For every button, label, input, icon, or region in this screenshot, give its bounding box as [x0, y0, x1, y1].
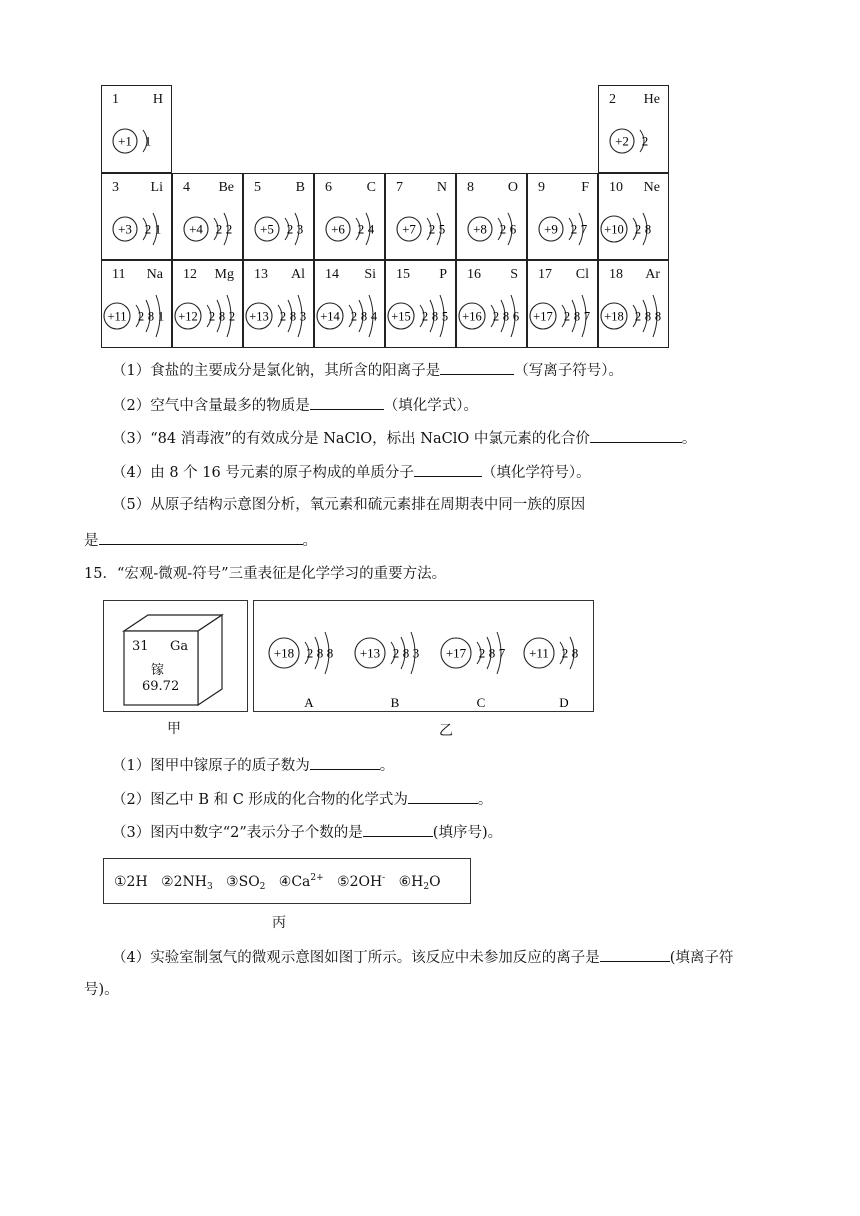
nucleus-charge: +4 — [189, 221, 203, 237]
answer-blank[interactable] — [363, 821, 433, 837]
atom-structure-diagram — [601, 295, 661, 337]
element-cell-s — [456, 260, 527, 348]
element-symbol: Cl — [575, 267, 589, 282]
q14-item-1: （1）食盐的主要成分是氯化钠，其所含的阳离子是 （写离子符号）。 — [112, 359, 623, 381]
element-symbol: B — [295, 180, 305, 195]
electron-count: 2 — [279, 309, 287, 324]
element-symbol: N — [436, 180, 447, 195]
answer-blank[interactable] — [99, 529, 303, 545]
electron-count: 8 — [654, 309, 662, 324]
element-cell-n — [385, 173, 456, 260]
element-cell-ar — [598, 260, 669, 348]
atom-label: A — [304, 695, 314, 710]
electron-count: 6 — [509, 221, 517, 237]
nucleus-charge: +17 — [445, 645, 467, 661]
atom-structure-diagram — [388, 295, 448, 337]
atomic-number: 6 — [325, 180, 332, 195]
q15-item-3: （3）图丙中数字“2”表示分子个数的是 (填序号)。 — [112, 821, 502, 843]
atom-structure-diagram — [246, 295, 306, 337]
atom-structure-diagram — [601, 213, 651, 245]
answer-blank[interactable] — [590, 427, 682, 443]
atomic-number: 5 — [254, 180, 261, 195]
element-symbol: S — [510, 267, 518, 282]
element-cell-p — [385, 260, 456, 348]
atom-structure-diagram — [184, 213, 232, 245]
electron-count: 5 — [441, 309, 449, 324]
nucleus-charge: +13 — [359, 645, 381, 661]
atomic-number: 18 — [609, 267, 623, 282]
atom-label: D — [559, 695, 569, 710]
atom-structure-diagram — [610, 129, 648, 153]
electron-count: 7 — [583, 309, 591, 324]
element-symbol: Ne — [643, 180, 660, 195]
symbol-3: $③SO_2$ — [226, 874, 266, 892]
atom-structure-diagram — [397, 213, 445, 245]
answer-blank[interactable] — [310, 754, 380, 770]
q14-item-3: （3）“84 消毒液”的有效成分是 NaClO，标出 NaClO 中氯元素的化合价 。 — [112, 427, 696, 449]
element-symbol: Na — [146, 267, 163, 282]
figure-bing — [103, 858, 471, 904]
atomic-number: 8 — [467, 180, 474, 195]
atomic-number: 13 — [254, 267, 268, 282]
electron-count: 2 — [306, 645, 314, 661]
nucleus-charge: +8 — [473, 221, 487, 237]
nucleus-charge: +18 — [273, 645, 295, 661]
electron-count: 2 — [478, 645, 486, 661]
atomic-number: 10 — [609, 180, 623, 195]
atom-structure-diagram — [113, 213, 161, 245]
atomic-number: 3 — [112, 180, 119, 195]
atomic-number: 9 — [538, 180, 545, 195]
electron-count: 2 — [570, 221, 578, 237]
atomic-number: 11 — [112, 267, 126, 282]
nucleus-charge: +15 — [391, 309, 411, 324]
element-cell-be — [172, 173, 243, 260]
electron-count: 2 — [421, 309, 429, 324]
electron-count: 1 — [154, 221, 162, 237]
q14-item-5-line1: （5）从原子结构示意图分析，氧元素和硫元素排在周期表中同一族的原因 — [112, 497, 586, 513]
electron-count: 8 — [316, 645, 324, 661]
element-cell-na — [101, 260, 172, 348]
q15-item-2: （2）图乙中 B 和 C 形成的化合物的化学式为 。 — [112, 788, 492, 810]
element-symbol: Ga — [170, 639, 189, 654]
element-symbol: H — [152, 92, 163, 107]
atomic-number: 12 — [183, 267, 197, 282]
electron-count: 3 — [296, 221, 304, 237]
electron-count: 7 — [498, 645, 506, 661]
electron-count: 2 — [634, 309, 642, 324]
bing-symbols — [114, 873, 441, 892]
element-cell-cl — [527, 260, 598, 348]
q15-title: 15．“宏观-微观-符号”三重表征是化学学习的重要方法。 — [84, 566, 447, 582]
electron-count: 4 — [367, 221, 375, 237]
electron-count: 8 — [573, 309, 581, 324]
electron-count: 3 — [412, 645, 420, 661]
q15-item-4-line1: （4）实验室制氢气的微观示意图如图丁所示。该反应中未参加反应的离子是 (填离子符 — [112, 946, 733, 968]
electron-count: 8 — [571, 645, 579, 661]
nucleus-charge: +14 — [320, 309, 340, 324]
nucleus-charge: +7 — [402, 221, 416, 237]
nucleus-charge: +3 — [118, 221, 132, 237]
element-cell-f — [527, 173, 598, 260]
element-symbol: F — [581, 180, 589, 195]
element-symbol: He — [643, 92, 660, 107]
electron-count: 8 — [147, 309, 155, 324]
element-symbol: Mg — [214, 267, 234, 282]
answer-blank[interactable] — [440, 359, 514, 375]
electron-count: 2 — [225, 221, 233, 237]
figure-jia — [103, 600, 248, 712]
q14-item-4: （4）由 8 个 16 号元素的原子构成的单质分子 （填化学符号）。 — [112, 461, 591, 483]
element-symbol: Si — [364, 267, 376, 282]
atom-structure-diagram — [468, 213, 517, 245]
atom-structure-diagram — [175, 295, 235, 337]
symbol-4: $④Ca^{2+}$ — [278, 873, 324, 890]
atomic-number: 16 — [467, 267, 481, 282]
electron-count: 8 — [431, 309, 439, 324]
electron-count: 2 — [215, 221, 223, 237]
atom-structure-diagram — [355, 632, 419, 674]
element-symbol: Li — [150, 180, 163, 195]
electron-count: 6 — [512, 309, 520, 324]
electron-count: 2 — [561, 645, 569, 661]
electron-count: 1 — [144, 133, 152, 149]
atom-structure-diagram — [441, 632, 506, 674]
electron-count: 2 — [492, 309, 500, 324]
electron-count: 3 — [299, 309, 307, 324]
answer-blank[interactable] — [414, 461, 482, 477]
answer-blank[interactable] — [600, 946, 670, 962]
electron-count: 2 — [392, 645, 400, 661]
nucleus-charge: +18 — [604, 309, 624, 324]
atom-structure-diagram — [104, 295, 164, 337]
nucleus-charge: +9 — [544, 221, 558, 237]
electron-count: 2 — [428, 221, 436, 237]
symbol-6: $⑥H_2O$ — [398, 874, 441, 892]
electron-count: 8 — [502, 309, 510, 324]
element-cell-al — [243, 260, 314, 348]
answer-blank[interactable] — [408, 788, 478, 804]
answer-blank[interactable] — [310, 394, 384, 410]
electron-count: 2 — [137, 309, 145, 324]
element-cell-o — [456, 173, 527, 260]
nucleus-charge: +6 — [331, 221, 345, 237]
atom-structure-diagram — [113, 129, 151, 153]
electron-count: 8 — [644, 222, 652, 237]
symbol-5: ⑤2OH- — [337, 873, 386, 890]
electron-count: 8 — [218, 309, 226, 324]
element-symbol: Be — [218, 180, 234, 195]
atom-structure-diagram — [524, 637, 578, 669]
element-name: 镓 — [151, 663, 165, 678]
electron-count: 2 — [641, 133, 649, 149]
element-cell-mg — [172, 260, 243, 348]
atomic-number: 15 — [396, 267, 410, 282]
electron-count: 2 — [208, 309, 216, 324]
nucleus-charge: +5 — [260, 221, 274, 237]
nucleus-charge: +2 — [615, 133, 629, 149]
electron-count: 8 — [289, 309, 297, 324]
symbol-2: $②2NH_3$ — [161, 874, 213, 892]
element-cell-b — [243, 173, 314, 260]
electron-count: 2 — [350, 309, 358, 324]
electron-count: 1 — [157, 309, 165, 324]
nucleus-charge: +11 — [107, 309, 127, 324]
electron-count: 8 — [326, 645, 334, 661]
figure-yi — [253, 600, 594, 712]
atom-structure-diagram — [530, 295, 590, 337]
electron-count: 2 — [144, 221, 152, 237]
element-symbol: P — [439, 267, 447, 282]
atom-structure-diagram — [459, 295, 519, 337]
electron-count: 8 — [644, 309, 652, 324]
atom-structure-diagram — [317, 295, 378, 337]
electron-count: 2 — [228, 309, 236, 324]
q14-item-5-line2: 是 。 — [84, 529, 317, 551]
electron-count: 2 — [357, 221, 365, 237]
electron-count: 2 — [634, 222, 642, 237]
atom-structure-diagram — [539, 213, 588, 245]
atom-label: C — [476, 695, 486, 710]
element-symbol: Ar — [645, 267, 660, 282]
atom-label: B — [390, 695, 400, 710]
atomic-number: 2 — [609, 92, 616, 107]
element-cell-he — [598, 85, 669, 173]
atomic-number: 4 — [183, 180, 190, 195]
element-cell-ne — [598, 173, 669, 260]
atomic-number: 7 — [396, 180, 403, 195]
nucleus-charge: +12 — [178, 309, 198, 324]
nucleus-charge: +16 — [462, 309, 482, 324]
atomic-number: 14 — [325, 267, 339, 282]
element-symbol: O — [507, 180, 518, 195]
caption-yi: 乙 — [439, 723, 453, 739]
gallium-cube-icon — [104, 601, 249, 713]
atomic-number: 17 — [538, 267, 552, 282]
electron-count: 2 — [286, 221, 294, 237]
electron-count: 8 — [360, 309, 368, 324]
caption-jia: 甲 — [167, 721, 181, 737]
q15-item-1: （1）图甲中镓原子的质子数为 。 — [112, 754, 394, 776]
nucleus-charge: +1 — [118, 133, 132, 149]
electron-count: 2 — [563, 309, 571, 324]
q14-item-2: （2）空气中含量最多的物质是 （填化学式）。 — [112, 394, 478, 416]
q15-item-4-line2: 号)。 — [84, 982, 119, 998]
nucleus-charge: +17 — [533, 309, 553, 324]
nucleus-charge: +10 — [604, 222, 624, 237]
atomic-number: 31 — [132, 639, 149, 654]
electron-count: 8 — [488, 645, 496, 661]
electron-count: 4 — [370, 309, 378, 324]
atom-structure-diagram — [269, 632, 333, 674]
element-cell-li — [101, 173, 172, 260]
element-cell-h — [101, 85, 172, 173]
atom-structure-diagram — [255, 213, 303, 245]
symbol-1: ①2H — [114, 874, 148, 890]
element-cell-si — [314, 260, 385, 348]
nucleus-charge: +13 — [249, 309, 269, 324]
atom-structure-diagram — [326, 213, 375, 245]
element-symbol: C — [366, 180, 376, 195]
electron-count: 5 — [438, 221, 446, 237]
electron-count: 8 — [402, 645, 410, 661]
element-symbol: Al — [291, 267, 305, 282]
electron-count: 2 — [499, 221, 507, 237]
atomic-number: 1 — [112, 92, 119, 107]
nucleus-charge: +11 — [529, 645, 549, 661]
caption-bing: 丙 — [272, 915, 286, 931]
element-cell-c — [314, 173, 385, 260]
atomic-mass: 69.72 — [142, 679, 180, 694]
electron-count: 7 — [580, 221, 588, 237]
